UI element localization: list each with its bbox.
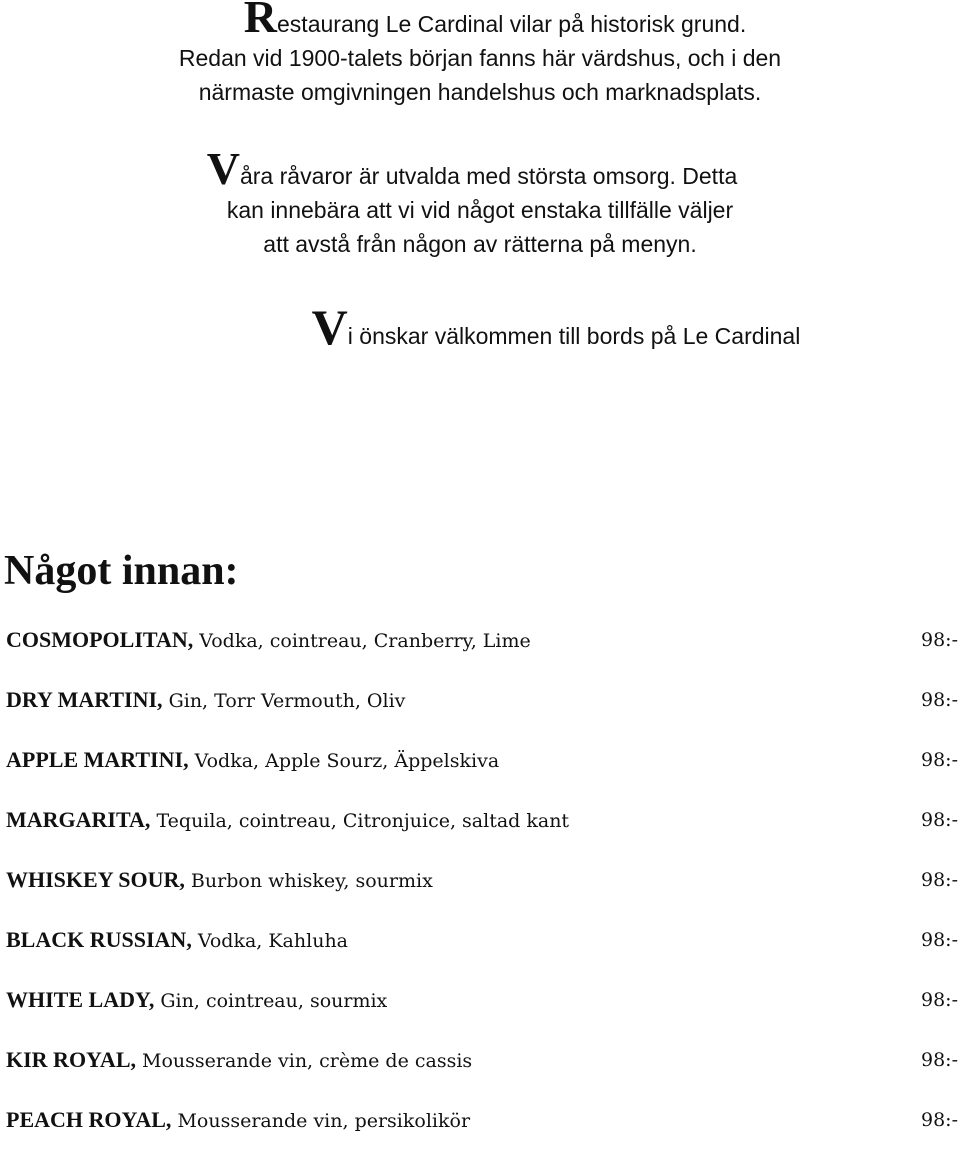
- dropcap-letter: V: [206, 143, 240, 194]
- menu-item-text: [6, 745, 499, 776]
- menu-item: [0, 921, 960, 981]
- menu-item-description: Burbon whiskey, sourmix: [184, 870, 433, 892]
- drinks-menu-list: [0, 621, 960, 1161]
- menu-item-description: Mousserande vin, persikolikör: [171, 1110, 471, 1132]
- menu-item-name: WHITE LADY,: [6, 987, 155, 1012]
- menu-item-text: [6, 625, 531, 656]
- menu-item-name: DRY MARTINI,: [6, 687, 163, 712]
- menu-item-price: 98:-: [921, 1049, 958, 1071]
- intro-paragraph-welcome: [0, 299, 960, 355]
- menu-item-price: 98:-: [921, 1109, 958, 1131]
- menu-item: [0, 621, 960, 681]
- intro-line: kan innebära att vi vid något enstaka tillfälle väljer: [226, 197, 734, 223]
- menu-item-description: Tequila, cointreau, Citronjuice, saltad kant: [150, 810, 570, 832]
- menu-item-description: Mousserande vin, crème de cassis: [136, 1050, 473, 1072]
- menu-item-name: PEACH ROYAL,: [6, 1107, 172, 1132]
- menu-item: [0, 1041, 960, 1101]
- intro-line: Redan vid 1900-talets början fanns här värdshus, och i den: [178, 45, 782, 71]
- menu-item-name: BLACK RUSSIAN,: [6, 927, 192, 952]
- menu-item-price: 98:-: [921, 869, 958, 891]
- intro-line: att avstå från någon av rätterna på menyn.: [263, 231, 697, 257]
- menu-item-price: 98:-: [921, 749, 958, 771]
- menu-section-title: Något innan:: [4, 548, 239, 594]
- menu-item-price: 98:-: [921, 689, 958, 711]
- dropcap-letter: R: [243, 0, 278, 42]
- dropcap-letter: V: [311, 299, 348, 355]
- menu-item-name: MARGARITA,: [6, 807, 151, 832]
- menu-item-price: 98:-: [921, 929, 958, 951]
- intro-line-text: åra råvaror är utvalda med största omsorg. Detta: [239, 163, 738, 189]
- intro-line-text: i önskar välkommen till bords på Le Cardinal: [347, 323, 801, 349]
- intro-line-text: estaurang Le Cardinal vilar på historisk grund.: [277, 11, 747, 37]
- menu-item-name: WHISKEY SOUR,: [6, 867, 185, 892]
- menu-item-price: 98:-: [921, 809, 958, 831]
- menu-item: [0, 981, 960, 1041]
- menu-item-text: [6, 925, 348, 956]
- menu-item-price: 98:-: [921, 989, 958, 1011]
- menu-item-text: [6, 1045, 472, 1076]
- menu-item-name: KIR ROYAL,: [6, 1047, 136, 1072]
- menu-item-name: COSMOPOLITAN,: [6, 627, 194, 652]
- intro-paragraph-ingredients: [0, 143, 960, 261]
- menu-item-text: [6, 685, 405, 716]
- menu-item-text: [6, 805, 569, 836]
- intro-line: närmaste omgivningen handelshus och marknadsplats.: [198, 79, 762, 105]
- menu-item-text: [6, 1105, 470, 1136]
- intro-line: [15, 0, 960, 41]
- menu-item: [0, 1101, 960, 1161]
- intro-line: [76, 299, 960, 355]
- menu-item: [0, 681, 960, 741]
- menu-item: [0, 741, 960, 801]
- menu-item: [0, 861, 960, 921]
- menu-item-description: Gin, Torr Vermouth, Oliv: [162, 690, 406, 712]
- menu-item-text: [6, 865, 433, 896]
- intro-line: [0, 143, 952, 194]
- menu-item: [0, 801, 960, 861]
- menu-item-description: Vodka, Apple Sourz, Äppelskiva: [188, 750, 500, 772]
- menu-item-description: Vodka, Kahluha: [191, 930, 349, 952]
- menu-item-price: 98:-: [921, 629, 958, 651]
- intro-paragraph-history: [0, 0, 960, 109]
- menu-item-description: Vodka, cointreau, Cranberry, Lime: [193, 630, 531, 652]
- menu-item-name: APPLE MARTINI,: [6, 747, 189, 772]
- menu-item-text: [6, 985, 387, 1016]
- menu-item-description: Gin, cointreau, sourmix: [154, 990, 388, 1012]
